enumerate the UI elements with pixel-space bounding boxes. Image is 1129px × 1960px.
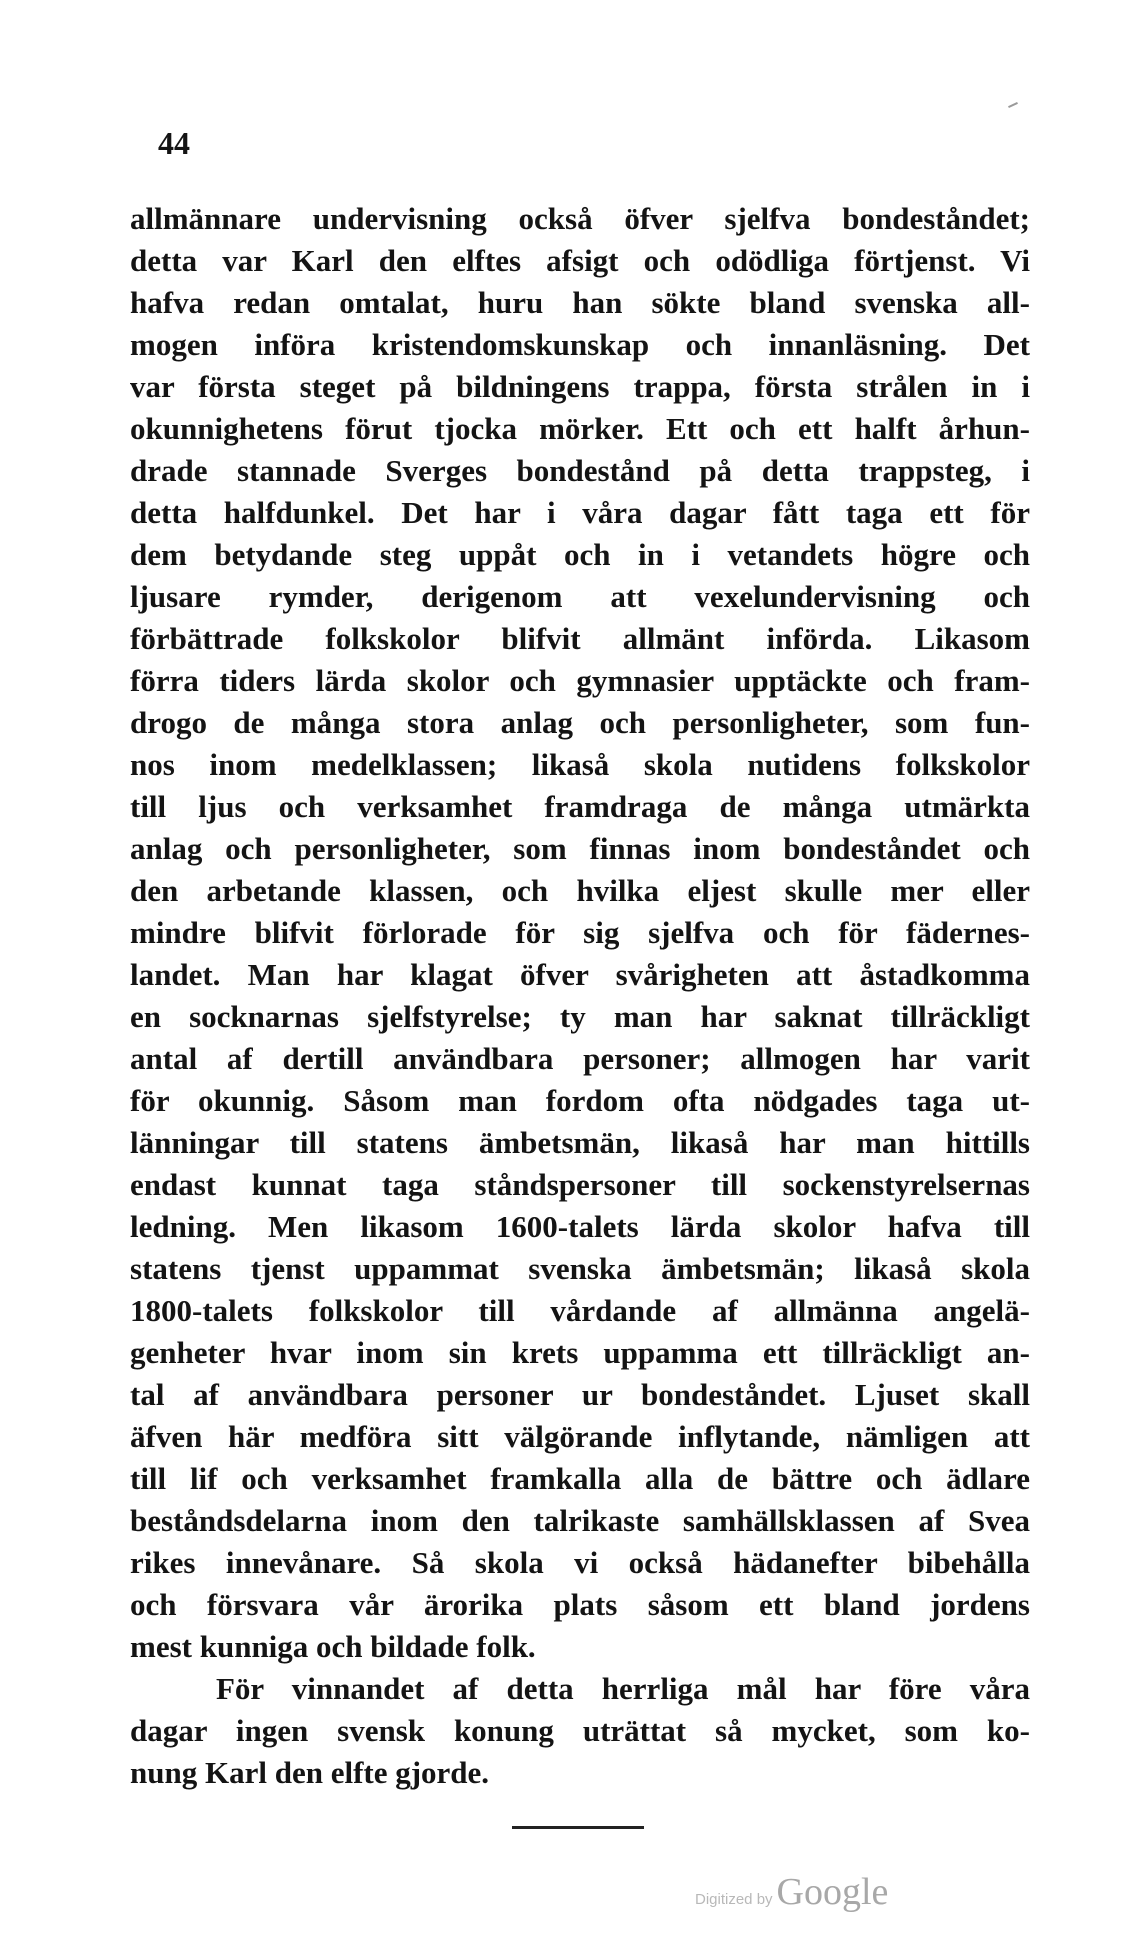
text-line: allmännare undervisning också öfver sjelfva bondeståndet; — [130, 201, 1030, 236]
text-line: ledning. Men likasom 1600-talets lärda skolor hafva till — [130, 1209, 1030, 1244]
text-line: en socknarnas sjelfstyrelse; ty man har saknat tillräckligt — [130, 999, 1030, 1034]
text-line: antal af dertill användbara personer; allmogen har varit — [130, 1041, 1030, 1076]
text-line: anlag och personligheter, som finnas inom bondeståndet och — [130, 831, 1030, 866]
text-line: okunnighetens förut tjocka mörker. Ett och ett halft århun- — [130, 411, 1030, 446]
text-line: hafva redan omtalat, huru han sökte bland svenska all- — [130, 285, 1030, 320]
text-line: landet. Man har klagat öfver svårigheten att åstadkomma — [130, 957, 1030, 992]
paragraph-start-line: För vinnandet af detta herrliga mål har före våra — [216, 1671, 1030, 1706]
paragraph-end-line: mest kunniga och bildade folk. — [130, 1629, 536, 1664]
body-text — [130, 198, 1030, 1794]
text-line: till lif och verksamhet framkalla alla de bättre och ädlare — [130, 1461, 1030, 1496]
paragraph-end-line: nung Karl den elfte gjorde. — [130, 1755, 490, 1790]
text-line: länningar till statens ämbetsmän, likaså har man hittills — [130, 1125, 1030, 1160]
text-line: dem betydande steg uppåt och in i vetandets högre och — [130, 537, 1030, 572]
text-line: och försvara vår ärorika plats såsom ett bland jordens — [130, 1587, 1030, 1622]
text-line: detta halfdunkel. Det har i våra dagar fått taga ett för — [130, 495, 1030, 530]
scan-speck — [1008, 102, 1018, 108]
text-line: var första steget på bildningens trappa, första strålen in i — [130, 369, 1030, 404]
text-line: drogo de många stora anlag och personligheter, som fun- — [130, 705, 1030, 740]
text-line: tal af användbara personer ur bondeståndet. Ljuset skall — [130, 1377, 1030, 1412]
text-line: till ljus och verksamhet framdraga de många utmärkta — [130, 789, 1030, 824]
text-line: dagar ingen svensk konung uträttat så mycket, som ko- — [130, 1713, 1030, 1748]
text-line: detta var Karl den elftes afsigt och odödliga förtjenst. Vi — [130, 243, 1030, 278]
text-line: beståndsdelarna inom den talrikaste samhällsklassen af Svea — [130, 1503, 1030, 1538]
text-line: drade stannade Sverges bondestånd på detta trappsteg, i — [130, 453, 1030, 488]
text-line: genheter hvar inom sin krets uppamma ett tillräckligt an- — [130, 1335, 1030, 1370]
watermark-label: Digitized by — [695, 1891, 773, 1908]
text-line: äfven här medföra sitt välgörande inflytande, nämligen att — [130, 1419, 1030, 1454]
text-line: mindre blifvit förlorade för sig sjelfva och för fädernes- — [130, 915, 1030, 950]
text-line: ljusare rymder, derigenom att vexelundervisning och — [130, 579, 1030, 614]
text-line: nos inom medelklassen; likaså skola nutidens folkskolor — [130, 747, 1030, 782]
text-line: endast kunnat taga ståndspersoner till sockenstyrelsernas — [130, 1167, 1030, 1202]
text-line: den arbetande klassen, och hvilka eljest skulle mer eller — [130, 873, 1030, 908]
text-line: mogen införa kristendomskunskap och innanläsning. Det — [130, 327, 1030, 362]
text-line: för okunnig. Såsom man fordom ofta nödgades taga ut- — [130, 1083, 1030, 1118]
watermark-brand: Google — [776, 1871, 889, 1913]
section-divider-rule — [512, 1826, 644, 1829]
page-number: 44 — [158, 125, 190, 161]
text-line: statens tjenst uppammat svenska ämbetsmän; likaså skola — [130, 1251, 1030, 1286]
digitization-watermark — [695, 1870, 888, 1914]
text-line: förbättrade folkskolor blifvit allmänt införda. Likasom — [130, 621, 1030, 656]
text-line: 1800-talets folkskolor till vårdande af allmänna angelä- — [130, 1293, 1030, 1328]
text-line: förra tiders lärda skolor och gymnasier upptäckte och fram- — [130, 663, 1030, 698]
text-line: rikes innevånare. Så skola vi också hädanefter bibehålla — [130, 1545, 1030, 1580]
